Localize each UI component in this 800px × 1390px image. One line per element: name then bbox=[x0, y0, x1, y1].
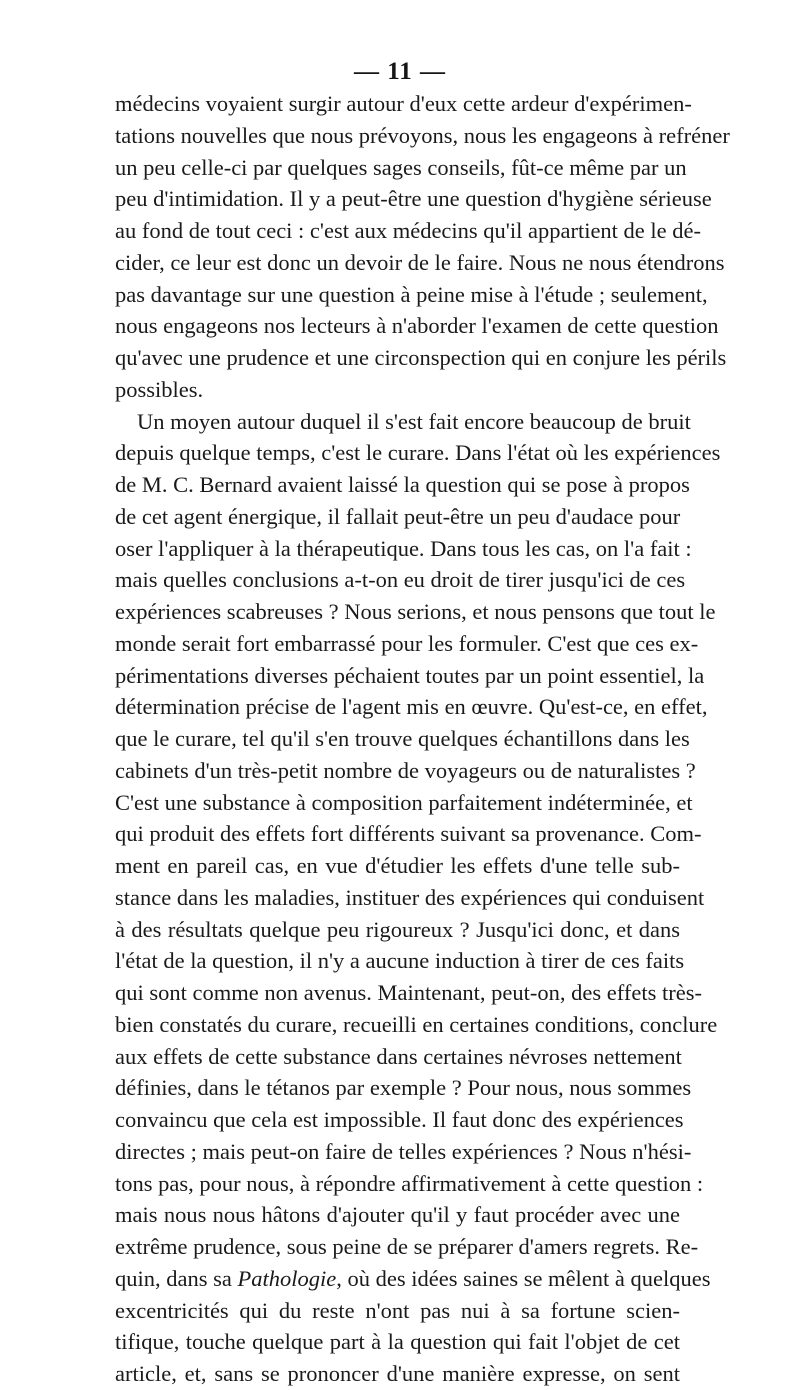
paragraph-2 bbox=[115, 406, 721, 1390]
text-line: Un moyen autour duquel il s'est fait encore beaucoup de bruit bbox=[137, 408, 691, 434]
paragraph-1 bbox=[115, 88, 730, 406]
text-line: cabinets d'un très-petit nombre de voyageurs ou de naturalistes ? bbox=[115, 757, 696, 783]
text-line: mais nous nous hâtons d'ajouter qu'il y faut procéder avec une bbox=[115, 1202, 680, 1228]
text-line: nous engageons nos lecteurs à n'aborder l'examen de cette question bbox=[115, 313, 719, 339]
text-line: expériences scabreuses ? Nous serions, et nous pensons que tout le bbox=[115, 599, 716, 624]
text-line: depuis quelque temps, c'est le curare. Dans l'état où les expériences bbox=[115, 440, 721, 466]
text-line: qui produit des effets fort différents suivant sa provenance. Com- bbox=[115, 821, 702, 847]
book-title-italic: Pathologie bbox=[237, 1265, 337, 1291]
text-line: l'état de la question, il n'y a aucune induction à tirer de ces faits bbox=[115, 948, 685, 974]
text-line: au fond de tout ceci : c'est aux médecins qu'il appartient de le dé- bbox=[115, 218, 702, 243]
text-line: excentricités qui du reste n'ont pas nui à sa fortune scien- bbox=[115, 1297, 680, 1323]
text-line: peu d'intimidation. Il y a peut-être une question d'hygiène sérieuse bbox=[115, 186, 712, 212]
text-run: , où des idées saines se mêlent à quelques bbox=[336, 1265, 711, 1291]
text-line: aux effets de cette substance dans certaines névroses nettement bbox=[115, 1043, 682, 1069]
text-line: extrême prudence, sous peine de se préparer d'amers regrets. Re- bbox=[115, 1234, 699, 1259]
page-number: — 11 — bbox=[353, 58, 447, 85]
text-line: directes ; mais peut-on faire de telles expériences ? Nous n'hési- bbox=[115, 1138, 692, 1164]
text-line: ment en pareil cas, en vue d'étudier les effets d'une telle sub- bbox=[115, 853, 680, 878]
text-line: article, et, sans se prononcer d'une manière expresse, on sent bbox=[115, 1361, 680, 1386]
body-text bbox=[115, 88, 730, 1390]
text-line: qui sont comme non avenus. Maintenant, peut-on, des effets très- bbox=[115, 980, 702, 1005]
text-line-mixed bbox=[115, 1263, 711, 1295]
text-line: tifique, touche quelque part à la question qui fait l'objet de cet bbox=[115, 1329, 680, 1355]
text-line: qu'avec une prudence et une circonspection qui en conjure les périls bbox=[115, 345, 727, 370]
text-line: pas davantage sur une question à peine mise à l'étude ; seulement, bbox=[115, 281, 708, 307]
text-line: de M. C. Bernard avaient laissé la question qui se pose à propos bbox=[115, 472, 690, 497]
text-line: à des résultats quelque peu rigoureux ? Jusqu'ici donc, et dans bbox=[115, 916, 680, 942]
text-line: définies, dans le tétanos par exemple ? Pour nous, nous sommes bbox=[115, 1075, 692, 1101]
text-run: quin, dans sa bbox=[115, 1265, 238, 1291]
text-line: tons pas, pour nous, à répondre affirmativement à cette question : bbox=[115, 1170, 704, 1196]
text-line: détermination précise de l'agent mis en œuvre. Qu'est-ce, en effet, bbox=[115, 694, 708, 720]
text-line: mais quelles conclusions a-t-on eu droit de tirer jusqu'ici de ces bbox=[115, 567, 686, 593]
text-line: tations nouvelles que nous prévoyons, nous les engageons à refréner bbox=[115, 122, 730, 148]
text-line: de cet agent énergique, il fallait peut-être un peu d'audace pour bbox=[115, 503, 681, 529]
text-line: possibles. bbox=[115, 376, 204, 402]
text-line: bien constatés du curare, recueilli en certaines conditions, conclure bbox=[115, 1011, 718, 1037]
text-line: C'est une substance à composition parfaitement indéterminée, et bbox=[115, 789, 693, 815]
text-line: monde serait fort embarrassé pour les formuler. C'est que ces ex- bbox=[115, 630, 699, 656]
text-line: cider, ce leur est donc un devoir de le faire. Nous ne nous étendrons bbox=[115, 249, 725, 275]
text-line: périmentations diverses péchaient toutes par un point essentiel, la bbox=[115, 662, 705, 688]
text-line: médecins voyaient surgir autour d'eux cette ardeur d'expérimen- bbox=[115, 91, 692, 116]
text-line: oser l'appliquer à la thérapeutique. Dans tous les cas, on l'a fait : bbox=[115, 535, 692, 561]
text-line: que le curare, tel qu'il s'en trouve quelques échantillons dans les bbox=[115, 726, 690, 751]
text-line: convaincu que cela est impossible. Il faut donc des expériences bbox=[115, 1107, 684, 1132]
text-line: stance dans les maladies, instituer des expériences qui conduisent bbox=[115, 884, 705, 910]
text-line: un peu celle-ci par quelques sages conseils, fût-ce même par un bbox=[115, 154, 687, 180]
